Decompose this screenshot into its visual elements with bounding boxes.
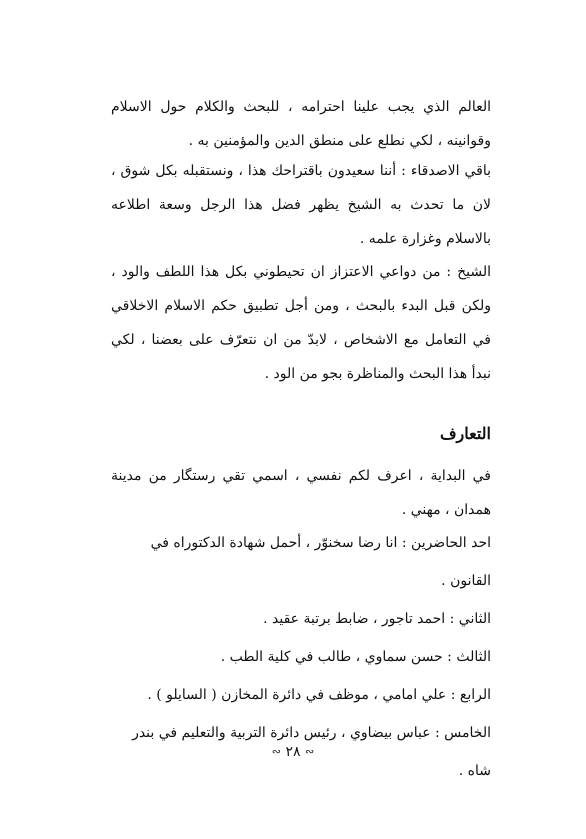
paragraph-intro-continuation: العالم الذي يجب علينا احترامه ، للبحث والكلام حول الاسلام وقوانينه ، لكي نطلع على منطق الدين والمؤمنين به . (111, 99, 491, 149)
list-item: الرابع : علي امامي ، موظف في دائرة المخازن ( السايلو ) . (147, 687, 491, 703)
list-item: الثاني : احمد تاجور ، ضابط برتبة عقيد . (263, 611, 491, 627)
paragraph-introduction: في البداية ، اعرف لكم نفسي ، اسمي تقي رستگار من مدينة همدان ، مهني . (111, 468, 491, 518)
list-item: احد الحاضرين : انا رضا سخنوّر ، أحمل شهادة الدكتوراه في القانون . (150, 535, 491, 589)
page-footer (0, 742, 586, 762)
ornament-icon: ∾ (304, 745, 315, 758)
ornament-icon: ∾ (271, 745, 282, 758)
list-item: الثالث : حسن سماوي ، طالب في كلية الطب . (220, 649, 491, 665)
paragraph-sheikh-reply: الشيخ : من دواعي الاعتزاز ان تحيطوني بكل هذا اللطف والود ، ولكن قبل البدء بالبحث ، ومن أجل تطبيق حكم الاسلام الاخلاقي في التعامل مع الاشخاص ، لابدّ من ان نتعرّف على بعضنا ، لكي نبدأ هذا البحث والمناظرة بجو من الود . (111, 264, 491, 382)
section-heading: التعارف (439, 424, 491, 443)
paragraph-friends-reply: باقي الاصدقاء : أننا سعيدون باقتراحك هذا ، ونستقبله بكل شوق ، لان ما تحدث به الشيخ يظهر فضل هذا الرجل وسعة اطلاعه بالاسلام وغزارة علمه . (111, 163, 491, 247)
page-number: ٢٨ (285, 744, 301, 760)
list-item: الخامس : عباس بيضاوي ، رئيس دائرة التربية والتعليم في بندر شاه . (132, 725, 491, 779)
